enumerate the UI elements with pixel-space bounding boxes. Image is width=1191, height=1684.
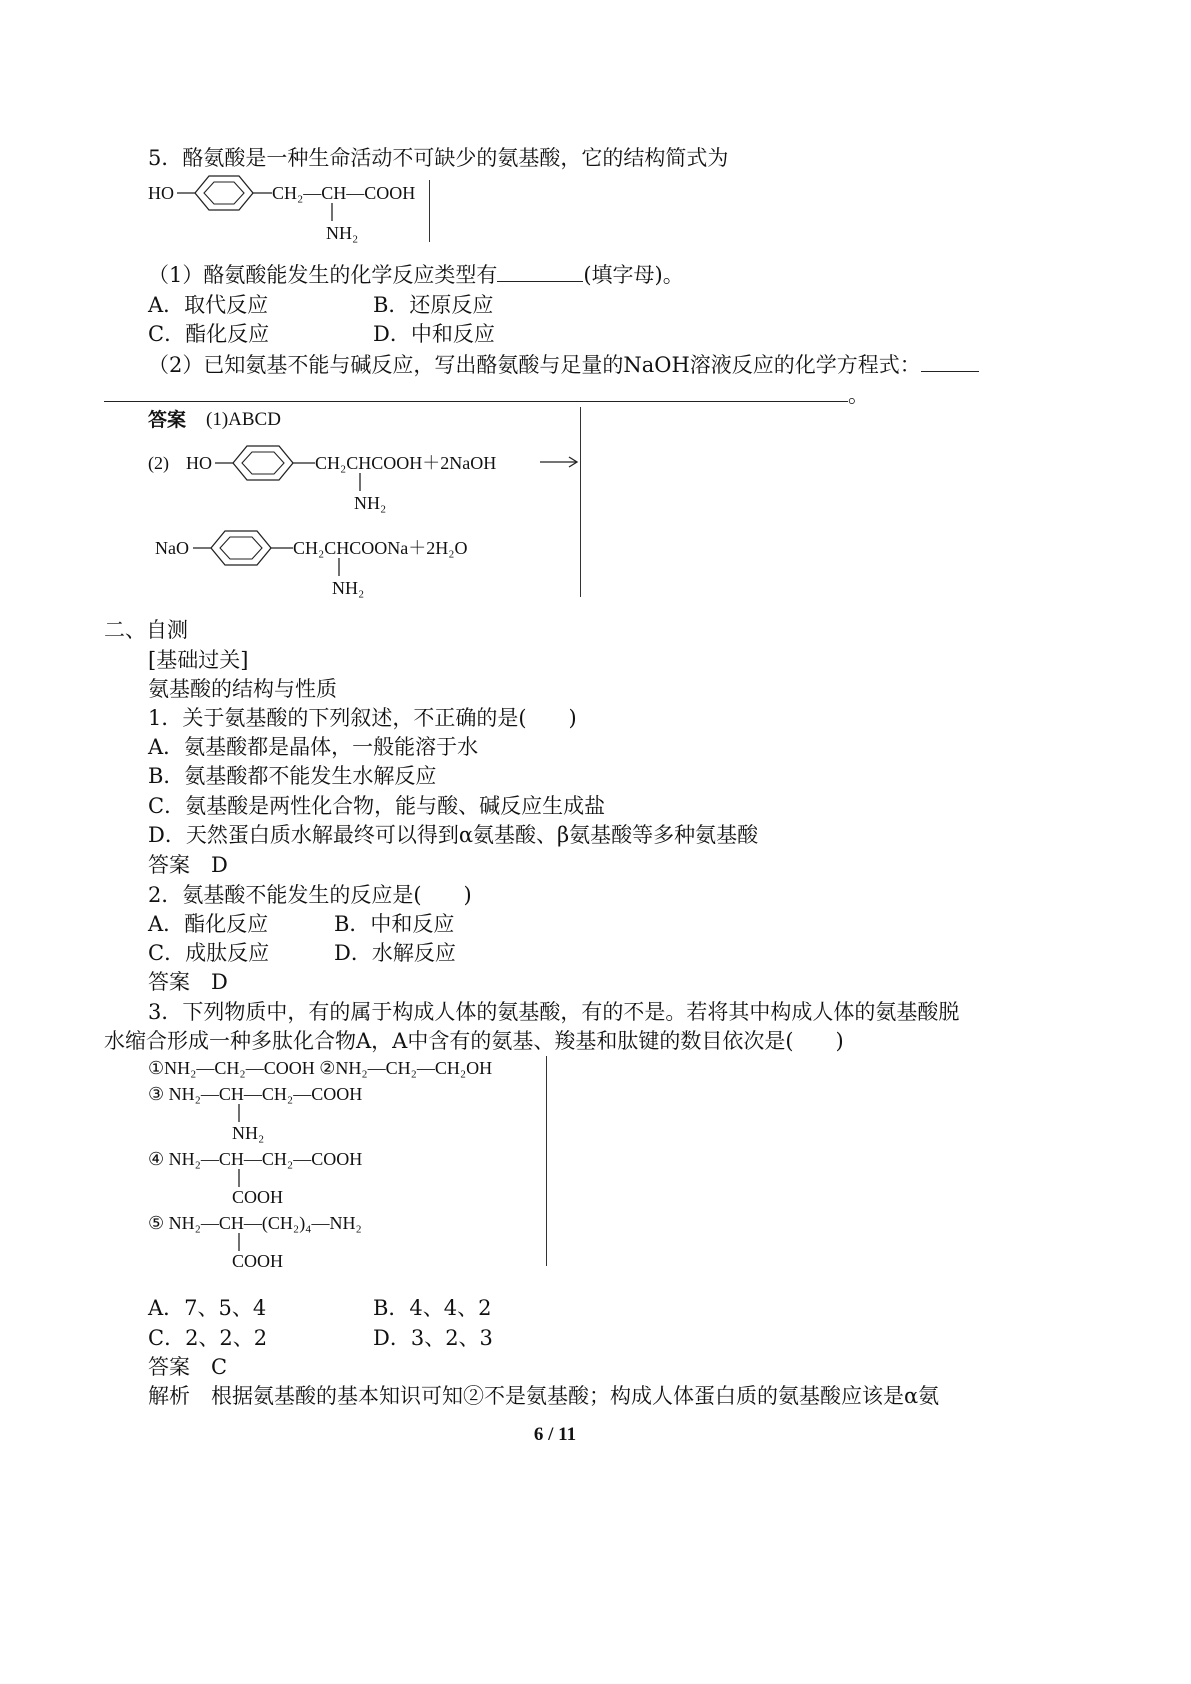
eq1-chain: CH₂CHCOOH＋2NaOH xyxy=(315,453,497,473)
q3-substance-3: ③ NH₂—CH—CH₂—COOH xyxy=(148,1084,363,1104)
page-number: 6 / 11 xyxy=(533,1424,577,1445)
q5-struct-chain: CH₂—CH—COOH xyxy=(272,183,416,203)
q5-answer-1: (1)ABCD xyxy=(206,409,281,430)
q5-sub2-end: 。 xyxy=(848,383,869,407)
eq1-ho: HO xyxy=(186,453,212,473)
bond-line-icon xyxy=(238,1168,242,1188)
q3-substance-5-branch: COOH xyxy=(232,1251,284,1271)
q3-substance-4-branch: COOH xyxy=(232,1187,284,1207)
figure-border xyxy=(580,407,581,597)
bond-line-icon xyxy=(238,1232,242,1252)
q5-sub1-text: （1）酪氨酸能发生的化学反应类型有 xyxy=(148,263,498,287)
eq2-nh2: NH₂ xyxy=(332,578,365,598)
q3-stem-line2: 水缩合形成一种多肽化合物A，A中含有的氨基、羧基和肽键的数目依次是( ) xyxy=(104,1029,844,1053)
q5-sub2 xyxy=(148,350,979,380)
q2-option-d: D．水解反应 xyxy=(334,941,456,965)
q3-analysis: 解析 根据氨基酸的基本知识可知②不是氨基酸；构成人体蛋白质的氨基酸应该是α氨 xyxy=(148,1384,940,1408)
benzene-ring-icon xyxy=(193,527,293,569)
q5-sub2-line xyxy=(104,380,869,410)
q5-sub1 xyxy=(148,260,684,290)
q5-option-d: D．中和反应 xyxy=(373,322,495,346)
reaction-arrow-icon xyxy=(540,456,580,468)
q3-option-c: C．2、2、2 xyxy=(148,1326,268,1350)
q1-option-a: A．氨基酸都是晶体，一般能溶于水 xyxy=(148,735,479,759)
benzene-ring-icon xyxy=(177,172,272,214)
benzene-ring-icon xyxy=(215,442,315,484)
q1-option-d: D．天然蛋白质水解最终可以得到α氨基酸、β氨基酸等多种氨基酸 xyxy=(148,823,759,847)
q3-substance-5: ⑤ NH₂—CH—(CH₂)₄—NH₂ xyxy=(148,1213,362,1233)
bond-line-icon xyxy=(338,557,342,577)
section-heading: 二、自测 xyxy=(104,618,188,642)
bond-line-icon xyxy=(331,202,335,222)
q2-answer: 答案 D xyxy=(148,970,228,994)
q2-option-b: B．中和反应 xyxy=(334,912,455,936)
q1-option-b: B．氨基酸都不能发生水解反应 xyxy=(148,764,437,788)
eq1-nh2: NH₂ xyxy=(354,493,387,513)
answer-blank xyxy=(497,261,583,282)
q3-stem-line1: 3．下列物质中，有的属于构成人体的氨基酸，有的不是。若将其中构成人体的氨基酸脱 xyxy=(148,1000,960,1024)
q5-answer-2-prefix: (2) xyxy=(148,453,169,473)
q5-option-b: B．还原反应 xyxy=(373,293,494,317)
q5-answer-label: 答案 xyxy=(148,409,187,431)
q5-struct-ho: HO xyxy=(148,183,174,203)
eq2-nao: NaO xyxy=(155,538,189,558)
q3-substances-1-2: ①NH₂—CH₂—COOH ②NH₂—CH₂—CH₂OH xyxy=(148,1058,493,1078)
q3-option-d: D．3、2、3 xyxy=(373,1326,493,1350)
q5-option-a: A．取代反应 xyxy=(148,293,269,317)
answer-blank xyxy=(104,381,848,402)
bond-line-icon xyxy=(238,1103,242,1123)
section-subheading: [基础过关] xyxy=(148,648,249,672)
q3-substance-4: ④ NH₂—CH—CH₂—COOH xyxy=(148,1149,363,1169)
figure-border xyxy=(429,180,430,242)
q5-stem: 5．酪氨酸是一种生命活动不可缺少的氨基酸，它的结构简式为 xyxy=(148,146,729,170)
q3-option-b: B．4、4、2 xyxy=(373,1296,492,1320)
q1-stem: 1．关于氨基酸的下列叙述，不正确的是( ) xyxy=(148,706,577,730)
q5-sub2-text: （2）已知氨基不能与碱反应，写出酪氨酸与足量的NaOH溶液反应的化学方程式： xyxy=(148,353,921,377)
q2-stem: 2．氨基酸不能发生的反应是( ) xyxy=(148,883,472,907)
q3-substance-3-branch: NH₂ xyxy=(232,1123,265,1143)
q2-option-c: C．成肽反应 xyxy=(148,941,270,965)
q1-answer: 答案 D xyxy=(148,853,228,877)
eq2-chain: CH₂CHCOONa＋2H₂O xyxy=(293,538,468,558)
figure-border xyxy=(546,1056,547,1266)
q3-answer: 答案 C xyxy=(148,1355,228,1379)
q5-sub1-tail: (填字母)。 xyxy=(583,263,684,287)
q5-struct-nh2: NH₂ xyxy=(326,223,359,243)
q3-option-a: A．7、5、4 xyxy=(148,1296,267,1320)
bond-line-icon xyxy=(359,472,363,492)
q1-option-c: C．氨基酸是两性化合物，能与酸、碱反应生成盐 xyxy=(148,794,606,818)
section-topic: 氨基酸的结构与性质 xyxy=(148,677,337,701)
q2-option-a: A．酯化反应 xyxy=(148,912,269,936)
q5-option-c: C．酯化反应 xyxy=(148,322,270,346)
answer-blank xyxy=(921,351,979,372)
